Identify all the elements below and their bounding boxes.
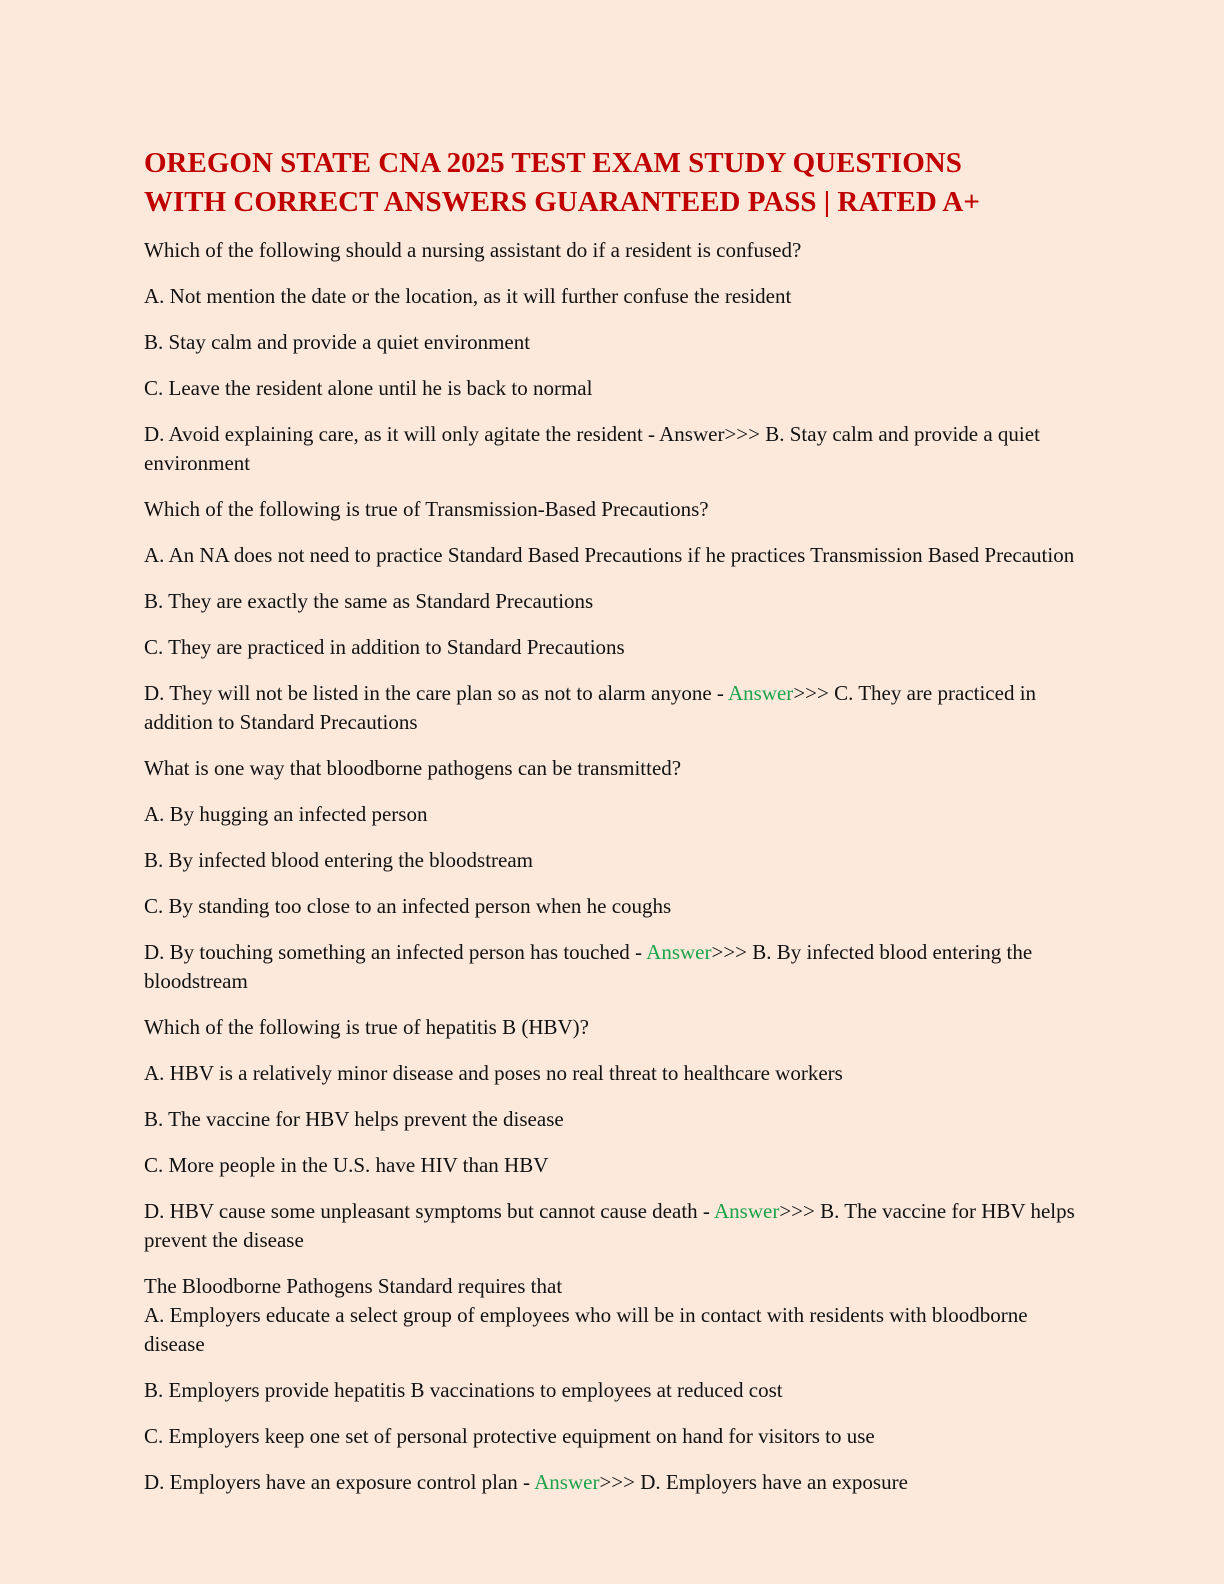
question-text: The Bloodborne Pathogens Standard requires that [144, 1274, 563, 1298]
option-d-with-answer [144, 938, 1084, 996]
question-block-4 [144, 1013, 1084, 1255]
option-d: D. HBV cause some unpleasant symptoms but cannot cause death - [144, 1199, 714, 1223]
option-d: D. They will not be listed in the care plan so as not to alarm anyone - [144, 681, 728, 705]
question-block-5 [144, 1272, 1084, 1497]
question-text: Which of the following is true of Transmission-Based Precautions? [144, 497, 709, 521]
option-c: C. By standing too close to an infected person when he coughs [144, 894, 672, 918]
document-title [144, 144, 1084, 222]
option-b: B. Employers provide hepatitis B vaccinations to employees at reduced cost [144, 1378, 783, 1402]
option-d: D. By touching something an infected person has touched - [144, 940, 647, 964]
title-line-2: WITH CORRECT ANSWERS GUARANTEED PASS | RATED A+ [144, 186, 980, 218]
option-a: A. Employers educate a select group of employees who will be in contact with residents with bloodborne disease [144, 1303, 1028, 1356]
answer-label: Answer [646, 940, 712, 964]
option-d-with-answer [144, 679, 1084, 737]
question-text: Which of the following should a nursing assistant do if a resident is confused? [144, 238, 802, 262]
option-b: B. Stay calm and provide a quiet environment [144, 330, 531, 354]
option-c: C. Employers keep one set of personal protective equipment on hand for visitors to use [144, 1424, 875, 1448]
option-d-with-answer [144, 1468, 1084, 1497]
option-b: B. By infected blood entering the bloodstream [144, 848, 533, 872]
question-text: What is one way that bloodborne pathogens can be transmitted? [144, 756, 682, 780]
document-page [144, 144, 1084, 1514]
answer-text: >>> B. By infected blood entering the bloodstream [144, 940, 1033, 993]
option-b: B. The vaccine for HBV helps prevent the disease [144, 1107, 564, 1131]
option-c: C. They are practiced in addition to Standard Precautions [144, 635, 625, 659]
question-block-3 [144, 754, 1084, 996]
answer-text: >>> B. The vaccine for HBV helps prevent the disease [144, 1199, 1075, 1252]
question-block-2 [144, 495, 1084, 737]
answer-label: Answer [714, 1199, 780, 1223]
answer-label: Answer [534, 1470, 600, 1494]
answer-text: >>> C. They are practiced in addition to Standard Precautions [144, 681, 1037, 734]
option-c: C. More people in the U.S. have HIV than HBV [144, 1153, 549, 1177]
answer-text: >>> D. Employers have an exposure [599, 1470, 908, 1494]
answer-label: Answer [727, 681, 794, 705]
question-block-1 [144, 236, 1084, 478]
option-a: A. HBV is a relatively minor disease and poses no real threat to healthcare workers [144, 1061, 843, 1085]
question-text: Which of the following is true of hepatitis B (HBV)? [144, 1015, 589, 1039]
option-c: C. Leave the resident alone until he is back to normal [144, 376, 593, 400]
option-d: D. Employers have an exposure control plan - [144, 1470, 535, 1494]
option-b: B. They are exactly the same as Standard Precautions [144, 589, 594, 613]
option-d-with-answer [144, 1197, 1084, 1255]
option-a: A. By hugging an infected person [144, 802, 428, 826]
option-a: A. An NA does not need to practice Standard Based Precautions if he practices Transmission Based Precaution [144, 543, 1075, 567]
option-d-with-answer: D. Avoid explaining care, as it will only agitate the resident - Answer>>> B. Stay calm and provide a quiet environment [144, 422, 1040, 475]
option-a: A. Not mention the date or the location, as it will further confuse the resident [144, 284, 792, 308]
title-line-1: OREGON STATE CNA 2025 TEST EXAM STUDY QUESTIONS [144, 147, 962, 179]
